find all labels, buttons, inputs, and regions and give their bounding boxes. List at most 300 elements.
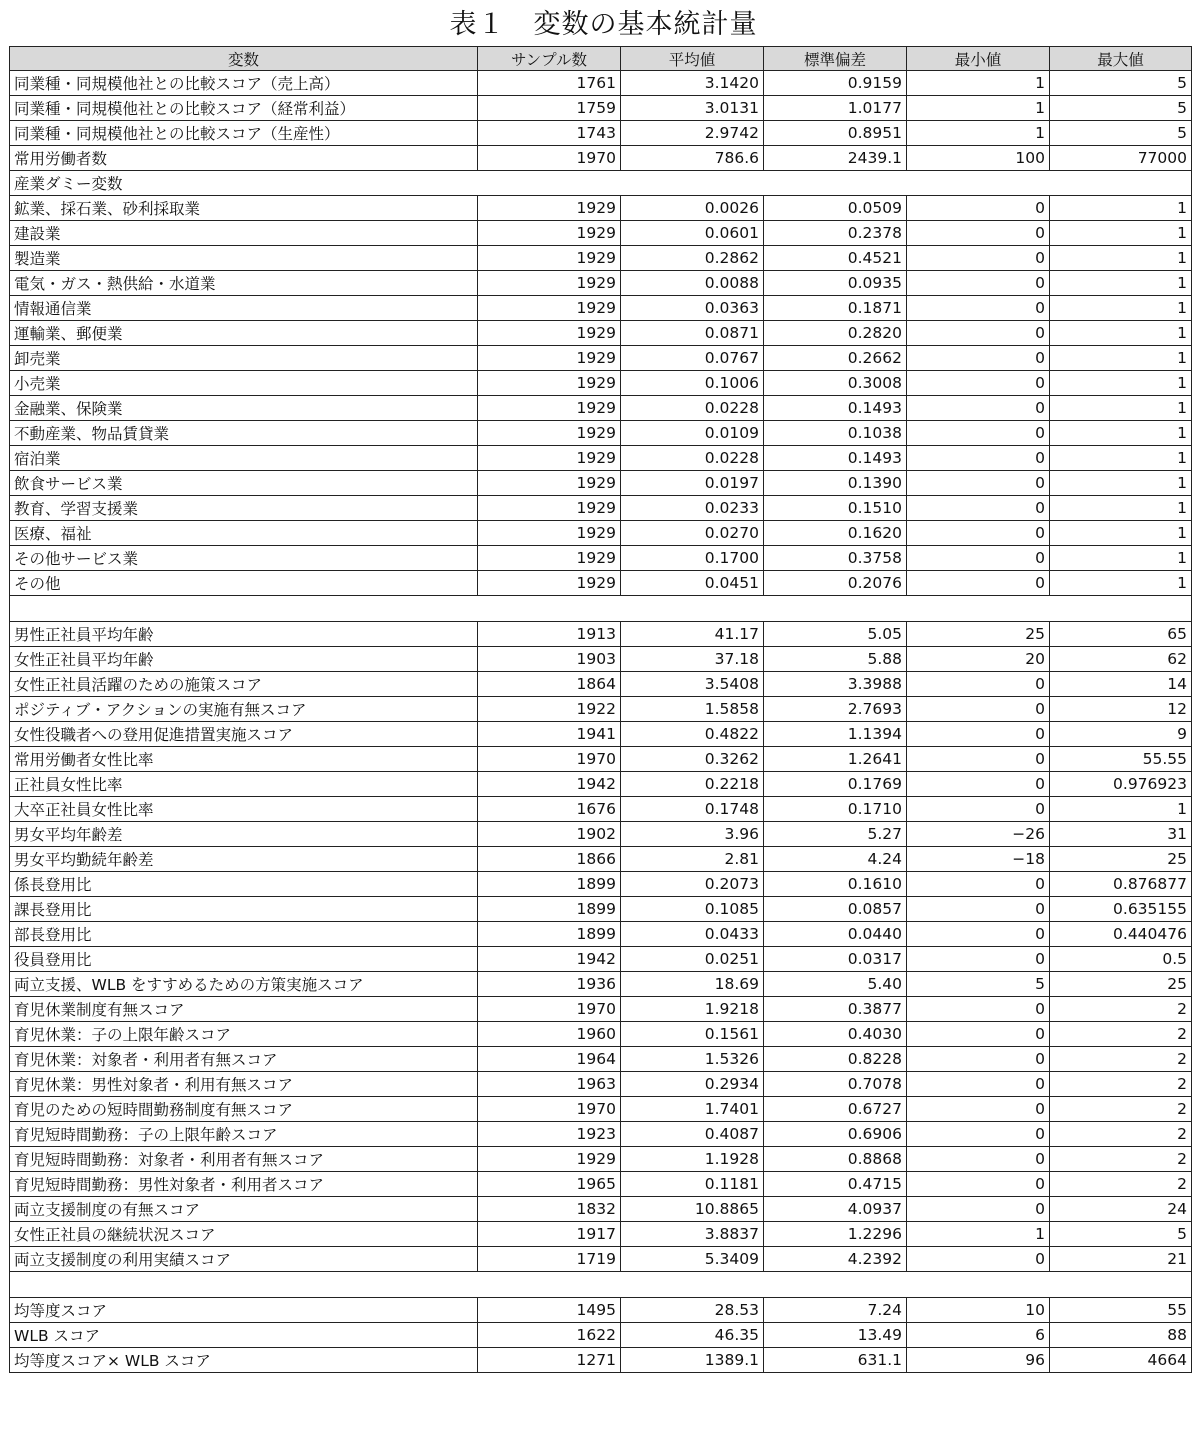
sample-size-cell: 1902 (478, 822, 621, 847)
table-row (10, 1222, 1192, 1247)
std-dev-cell: 0.3758 (764, 546, 907, 571)
spacer-cell (10, 1272, 1192, 1298)
std-dev-cell: 0.1038 (764, 421, 907, 446)
min-cell: 0 (907, 697, 1050, 722)
max-cell: 5 (1050, 71, 1192, 96)
variable-cell: 女性正社員の継続状況スコア (10, 1222, 478, 1247)
std-dev-cell: 0.1390 (764, 471, 907, 496)
sample-size-cell: 1899 (478, 897, 621, 922)
max-cell: 25 (1050, 972, 1192, 997)
std-dev-cell: 1.2296 (764, 1222, 907, 1247)
sample-size-cell: 1929 (478, 571, 621, 596)
std-dev-cell: 7.24 (764, 1298, 907, 1323)
min-cell: 0 (907, 997, 1050, 1022)
min-cell: 0 (907, 1172, 1050, 1197)
min-cell: 0 (907, 797, 1050, 822)
min-cell: 0 (907, 521, 1050, 546)
table-row (10, 1323, 1192, 1348)
mean-cell: 0.2218 (621, 772, 764, 797)
mean-cell: 0.0228 (621, 446, 764, 471)
mean-cell: 3.96 (621, 822, 764, 847)
table-row (10, 396, 1192, 421)
sample-size-cell: 1743 (478, 121, 621, 146)
mean-cell: 0.1006 (621, 371, 764, 396)
table-row (10, 221, 1192, 246)
header-row (10, 47, 1192, 71)
variable-cell: WLB スコア (10, 1323, 478, 1348)
variable-cell: 両立支援制度の有無スコア (10, 1197, 478, 1222)
min-cell: 0 (907, 897, 1050, 922)
table-row (10, 1298, 1192, 1323)
mean-cell: 41.17 (621, 622, 764, 647)
variable-cell: 男性正社員平均年齢 (10, 622, 478, 647)
table-row (10, 196, 1192, 221)
table-row (10, 672, 1192, 697)
min-cell: 0 (907, 1247, 1050, 1272)
std-dev-cell: 0.8228 (764, 1047, 907, 1072)
variable-cell: ポジティブ・アクションの実施有無スコア (10, 697, 478, 722)
min-cell: 0 (907, 371, 1050, 396)
mean-cell: 0.0251 (621, 947, 764, 972)
std-dev-cell: 0.8868 (764, 1147, 907, 1172)
min-cell: 25 (907, 622, 1050, 647)
sample-size-cell: 1929 (478, 371, 621, 396)
sample-size-cell: 1929 (478, 296, 621, 321)
variable-cell: 同業種・同規模他社との比較スコア（経常利益） (10, 96, 478, 121)
mean-cell: 0.0109 (621, 421, 764, 446)
max-cell: 2 (1050, 1097, 1192, 1122)
variable-cell: 同業種・同規模他社との比較スコア（売上高） (10, 71, 478, 96)
table-row (10, 421, 1192, 446)
sample-size-cell: 1942 (478, 772, 621, 797)
variable-cell: 育児休業：子の上限年齢スコア (10, 1022, 478, 1047)
std-dev-cell: 0.2076 (764, 571, 907, 596)
table-row (10, 1097, 1192, 1122)
table-row (10, 697, 1192, 722)
max-cell: 1 (1050, 371, 1192, 396)
min-cell: 20 (907, 647, 1050, 672)
max-cell: 1 (1050, 321, 1192, 346)
std-dev-cell: 0.2662 (764, 346, 907, 371)
sample-size-cell: 1622 (478, 1323, 621, 1348)
mean-cell: 2.9742 (621, 121, 764, 146)
max-cell: 1 (1050, 797, 1192, 822)
table-row (10, 371, 1192, 396)
variable-cell: 男女平均年齢差 (10, 822, 478, 847)
sample-size-cell: 1929 (478, 446, 621, 471)
std-dev-cell: 0.0935 (764, 271, 907, 296)
variable-cell: 係長登用比 (10, 872, 478, 897)
std-dev-cell: 0.0440 (764, 922, 907, 947)
variable-cell: 建設業 (10, 221, 478, 246)
section-row (10, 171, 1192, 196)
column-header-variable: 変数 (10, 47, 478, 71)
mean-cell: 786.6 (621, 146, 764, 171)
mean-cell: 3.1420 (621, 71, 764, 96)
column-header-min: 最小値 (907, 47, 1050, 71)
std-dev-cell: 0.0317 (764, 947, 907, 972)
column-header-mean: 平均値 (621, 47, 764, 71)
table-row (10, 822, 1192, 847)
sample-size-cell: 1942 (478, 947, 621, 972)
max-cell: 1 (1050, 346, 1192, 371)
mean-cell: 0.2934 (621, 1072, 764, 1097)
min-cell: 0 (907, 1047, 1050, 1072)
variable-cell: 均等度スコア× WLB スコア (10, 1348, 478, 1373)
max-cell: 1 (1050, 221, 1192, 246)
min-cell: 0 (907, 922, 1050, 947)
max-cell: 2 (1050, 997, 1192, 1022)
sample-size-cell: 1866 (478, 847, 621, 872)
max-cell: 31 (1050, 822, 1192, 847)
min-cell: 0 (907, 246, 1050, 271)
table-number: 表１ (449, 9, 506, 40)
mean-cell: 1.7401 (621, 1097, 764, 1122)
max-cell: 1 (1050, 496, 1192, 521)
table-title-text: 変数の基本統計量 (533, 9, 758, 40)
variable-cell: 育児短時間勤務：対象者・利用者有無スコア (10, 1147, 478, 1172)
variable-cell: 女性正社員活躍のための施策スコア (10, 672, 478, 697)
sample-size-cell: 1929 (478, 246, 621, 271)
std-dev-cell: 0.1620 (764, 521, 907, 546)
table-row (10, 622, 1192, 647)
min-cell: 0 (907, 872, 1050, 897)
mean-cell: 0.0026 (621, 196, 764, 221)
sample-size-cell: 1761 (478, 71, 621, 96)
std-dev-cell: 0.3008 (764, 371, 907, 396)
table-row (10, 246, 1192, 271)
min-cell: 96 (907, 1348, 1050, 1373)
sample-size-cell: 1495 (478, 1298, 621, 1323)
table-header (10, 47, 1192, 71)
mean-cell: 0.2073 (621, 872, 764, 897)
variable-cell: 課長登用比 (10, 897, 478, 922)
sample-size-cell: 1899 (478, 872, 621, 897)
std-dev-cell: 0.8951 (764, 121, 907, 146)
table-row (10, 1172, 1192, 1197)
table-row (10, 346, 1192, 371)
min-cell: 0 (907, 296, 1050, 321)
max-cell: 21 (1050, 1247, 1192, 1272)
variable-cell: その他 (10, 571, 478, 596)
std-dev-cell: 2.7693 (764, 697, 907, 722)
max-cell: 1 (1050, 396, 1192, 421)
mean-cell: 0.4822 (621, 722, 764, 747)
sample-size-cell: 1970 (478, 146, 621, 171)
std-dev-cell: 1.2641 (764, 747, 907, 772)
column-header-sample-size: サンプル数 (478, 47, 621, 71)
table-row (10, 71, 1192, 96)
max-cell: 1 (1050, 446, 1192, 471)
mean-cell: 1389.1 (621, 1348, 764, 1373)
mean-cell: 10.8865 (621, 1197, 764, 1222)
max-cell: 1 (1050, 271, 1192, 296)
min-cell: 0 (907, 672, 1050, 697)
min-cell: 0 (907, 1122, 1050, 1147)
table-row (10, 1348, 1192, 1373)
sample-size-cell: 1864 (478, 672, 621, 697)
mean-cell: 0.0767 (621, 346, 764, 371)
mean-cell: 0.1561 (621, 1022, 764, 1047)
max-cell: 1 (1050, 196, 1192, 221)
max-cell: 5 (1050, 1222, 1192, 1247)
sample-size-cell: 1929 (478, 346, 621, 371)
std-dev-cell: 0.1769 (764, 772, 907, 797)
std-dev-cell: 0.9159 (764, 71, 907, 96)
min-cell: 1 (907, 71, 1050, 96)
mean-cell: 0.0601 (621, 221, 764, 246)
min-cell: 100 (907, 146, 1050, 171)
sample-size-cell: 1832 (478, 1197, 621, 1222)
mean-cell: 1.1928 (621, 1147, 764, 1172)
variable-cell: 役員登用比 (10, 947, 478, 972)
table-row (10, 546, 1192, 571)
variable-cell: 育児短時間勤務：子の上限年齢スコア (10, 1122, 478, 1147)
max-cell: 5 (1050, 96, 1192, 121)
sample-size-cell: 1899 (478, 922, 621, 947)
mean-cell: 0.1085 (621, 897, 764, 922)
min-cell: 0 (907, 1097, 1050, 1122)
spacer-row (10, 1272, 1192, 1298)
variable-cell: 均等度スコア (10, 1298, 478, 1323)
sample-size-cell: 1929 (478, 321, 621, 346)
mean-cell: 3.5408 (621, 672, 764, 697)
std-dev-cell: 0.4030 (764, 1022, 907, 1047)
mean-cell: 0.3262 (621, 747, 764, 772)
std-dev-cell: 0.1493 (764, 446, 907, 471)
sample-size-cell: 1929 (478, 1147, 621, 1172)
sample-size-cell: 1929 (478, 496, 621, 521)
mean-cell: 3.8837 (621, 1222, 764, 1247)
variable-cell: その他サービス業 (10, 546, 478, 571)
variable-cell: 常用労働者数 (10, 146, 478, 171)
variable-cell: 医療、福祉 (10, 521, 478, 546)
table-row (10, 1072, 1192, 1097)
table-row (10, 146, 1192, 171)
max-cell: 24 (1050, 1197, 1192, 1222)
table-row (10, 271, 1192, 296)
table-row (10, 972, 1192, 997)
variable-cell: 製造業 (10, 246, 478, 271)
min-cell: 0 (907, 1022, 1050, 1047)
max-cell: 0.5 (1050, 947, 1192, 972)
std-dev-cell: 5.27 (764, 822, 907, 847)
std-dev-cell: 2439.1 (764, 146, 907, 171)
variable-cell: 女性役職者への登用促進措置実施スコア (10, 722, 478, 747)
sample-size-cell: 1759 (478, 96, 621, 121)
variable-cell: 大卒正社員女性比率 (10, 797, 478, 822)
mean-cell: 46.35 (621, 1323, 764, 1348)
table-row (10, 471, 1192, 496)
min-cell: 0 (907, 1147, 1050, 1172)
sample-size-cell: 1929 (478, 546, 621, 571)
max-cell: 55 (1050, 1298, 1192, 1323)
std-dev-cell: 0.4521 (764, 246, 907, 271)
variable-cell: 女性正社員平均年齢 (10, 647, 478, 672)
min-cell: 10 (907, 1298, 1050, 1323)
sample-size-cell: 1970 (478, 747, 621, 772)
min-cell: 0 (907, 1072, 1050, 1097)
std-dev-cell: 0.1710 (764, 797, 907, 822)
max-cell: 0.635155 (1050, 897, 1192, 922)
min-cell: −26 (907, 822, 1050, 847)
std-dev-cell: 0.2378 (764, 221, 907, 246)
mean-cell: 0.0270 (621, 521, 764, 546)
min-cell: 0 (907, 722, 1050, 747)
table-title (0, 6, 1201, 44)
table-row (10, 647, 1192, 672)
mean-cell: 1.5326 (621, 1047, 764, 1072)
mean-cell: 0.0088 (621, 271, 764, 296)
sample-size-cell: 1929 (478, 221, 621, 246)
max-cell: 14 (1050, 672, 1192, 697)
std-dev-cell: 0.0509 (764, 196, 907, 221)
std-dev-cell: 0.2820 (764, 321, 907, 346)
variable-cell: 常用労働者女性比率 (10, 747, 478, 772)
sample-size-cell: 1960 (478, 1022, 621, 1047)
max-cell: 0.976923 (1050, 772, 1192, 797)
sample-size-cell: 1963 (478, 1072, 621, 1097)
mean-cell: 1.5858 (621, 697, 764, 722)
variable-cell: 育児短時間勤務：男性対象者・利用者スコア (10, 1172, 478, 1197)
max-cell: 12 (1050, 697, 1192, 722)
mean-cell: 0.0871 (621, 321, 764, 346)
min-cell: 0 (907, 471, 1050, 496)
max-cell: 1 (1050, 296, 1192, 321)
min-cell: 0 (907, 446, 1050, 471)
variable-cell: 男女平均勤続年齢差 (10, 847, 478, 872)
sample-size-cell: 1929 (478, 421, 621, 446)
max-cell: 1 (1050, 246, 1192, 271)
std-dev-cell: 0.7078 (764, 1072, 907, 1097)
mean-cell: 3.0131 (621, 96, 764, 121)
table-row (10, 897, 1192, 922)
std-dev-cell: 3.3988 (764, 672, 907, 697)
sample-size-cell: 1923 (478, 1122, 621, 1147)
statistics-table (9, 46, 1192, 1373)
table-row (10, 872, 1192, 897)
variable-cell: 教育、学習支援業 (10, 496, 478, 521)
variable-cell: 飲食サービス業 (10, 471, 478, 496)
sample-size-cell: 1964 (478, 1047, 621, 1072)
mean-cell: 5.3409 (621, 1247, 764, 1272)
sample-size-cell: 1903 (478, 647, 621, 672)
max-cell: 2 (1050, 1147, 1192, 1172)
std-dev-cell: 0.3877 (764, 997, 907, 1022)
max-cell: 77000 (1050, 146, 1192, 171)
std-dev-cell: 631.1 (764, 1348, 907, 1373)
table-row (10, 947, 1192, 972)
sample-size-cell: 1970 (478, 1097, 621, 1122)
sample-size-cell: 1965 (478, 1172, 621, 1197)
min-cell: −18 (907, 847, 1050, 872)
sample-size-cell: 1941 (478, 722, 621, 747)
table-row (10, 121, 1192, 146)
max-cell: 5 (1050, 121, 1192, 146)
max-cell: 2 (1050, 1122, 1192, 1147)
sample-size-cell: 1676 (478, 797, 621, 822)
mean-cell: 0.0197 (621, 471, 764, 496)
mean-cell: 0.0451 (621, 571, 764, 596)
variable-cell: 両立支援制度の利用実績スコア (10, 1247, 478, 1272)
sample-size-cell: 1271 (478, 1348, 621, 1373)
table-row (10, 571, 1192, 596)
std-dev-cell: 0.6727 (764, 1097, 907, 1122)
std-dev-cell: 0.1510 (764, 496, 907, 521)
table-row (10, 1022, 1192, 1047)
mean-cell: 37.18 (621, 647, 764, 672)
max-cell: 2 (1050, 1022, 1192, 1047)
std-dev-cell: 4.2392 (764, 1247, 907, 1272)
sample-size-cell: 1922 (478, 697, 621, 722)
min-cell: 0 (907, 346, 1050, 371)
table-row (10, 321, 1192, 346)
table-row (10, 1047, 1192, 1072)
table-row (10, 1247, 1192, 1272)
min-cell: 1 (907, 96, 1050, 121)
variable-cell: 不動産業、物品賃貸業 (10, 421, 478, 446)
table-row (10, 496, 1192, 521)
table-row (10, 1122, 1192, 1147)
variable-cell: 育児のための短時間勤務制度有無スコア (10, 1097, 478, 1122)
max-cell: 1 (1050, 421, 1192, 446)
table-row (10, 296, 1192, 321)
variable-cell: 宿泊業 (10, 446, 478, 471)
mean-cell: 18.69 (621, 972, 764, 997)
max-cell: 9 (1050, 722, 1192, 747)
column-header-std-dev: 標準偏差 (764, 47, 907, 71)
table-row (10, 797, 1192, 822)
min-cell: 5 (907, 972, 1050, 997)
variable-cell: 育児休業：対象者・利用者有無スコア (10, 1047, 478, 1072)
mean-cell: 0.1700 (621, 546, 764, 571)
std-dev-cell: 0.1871 (764, 296, 907, 321)
variable-cell: 金融業、保険業 (10, 396, 478, 421)
mean-cell: 0.4087 (621, 1122, 764, 1147)
max-cell: 65 (1050, 622, 1192, 647)
min-cell: 0 (907, 772, 1050, 797)
max-cell: 1 (1050, 571, 1192, 596)
table-row (10, 446, 1192, 471)
max-cell: 88 (1050, 1323, 1192, 1348)
max-cell: 1 (1050, 521, 1192, 546)
table-row (10, 847, 1192, 872)
variable-cell: 両立支援、WLB をすすめるための方策実施スコア (10, 972, 478, 997)
table-row (10, 96, 1192, 121)
std-dev-cell: 0.1493 (764, 396, 907, 421)
max-cell: 55.55 (1050, 747, 1192, 772)
sample-size-cell: 1913 (478, 622, 621, 647)
max-cell: 2 (1050, 1047, 1192, 1072)
std-dev-cell: 4.0937 (764, 1197, 907, 1222)
min-cell: 1 (907, 121, 1050, 146)
sample-size-cell: 1929 (478, 521, 621, 546)
std-dev-cell: 0.4715 (764, 1172, 907, 1197)
variable-cell: 鉱業、採石業、砂利採取業 (10, 196, 478, 221)
min-cell: 0 (907, 221, 1050, 246)
std-dev-cell: 1.1394 (764, 722, 907, 747)
max-cell: 0.440476 (1050, 922, 1192, 947)
variable-cell: 卸売業 (10, 346, 478, 371)
spacer-cell (10, 596, 1192, 622)
spacer-row (10, 596, 1192, 622)
mean-cell: 0.1748 (621, 797, 764, 822)
std-dev-cell: 5.40 (764, 972, 907, 997)
mean-cell: 0.0433 (621, 922, 764, 947)
mean-cell: 0.2862 (621, 246, 764, 271)
max-cell: 25 (1050, 847, 1192, 872)
std-dev-cell: 1.0177 (764, 96, 907, 121)
